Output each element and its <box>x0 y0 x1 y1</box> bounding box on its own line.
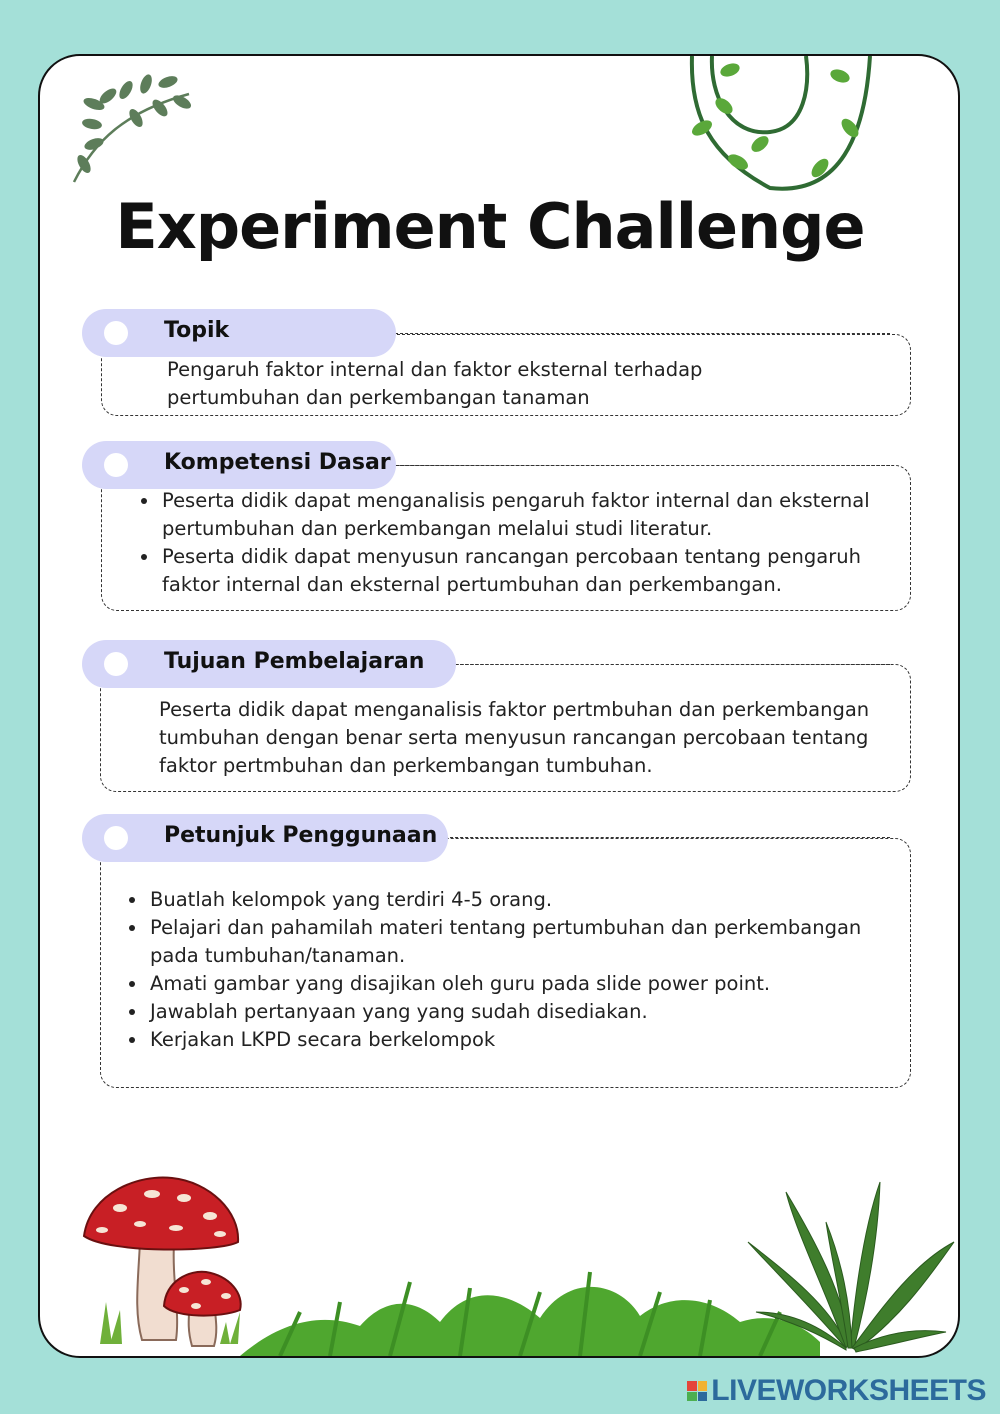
kd-list <box>138 487 898 599</box>
leaf-sprig-icon <box>64 72 194 192</box>
list-item: • Peserta didik dapat menyusun rancangan percobaan tentang pengaruh faktor internal dan eksternal pertumbuhan dan perkembangan. <box>160 543 898 599</box>
section-title: Tujuan Pembelajaran <box>164 649 425 674</box>
list-item: • Buatlah kelompok yang terdiri 4-5 orang. <box>148 886 896 914</box>
petunjuk-header <box>82 814 448 862</box>
list-item: • Peserta didik dapat menganalisis pengaruh faktor internal dan eksternal pertumbuhan dan perkembangan melalui studi literatur. <box>160 487 898 543</box>
tujuan-header <box>82 640 456 688</box>
liveworksheets-logo-icon <box>687 1381 707 1401</box>
mushroom-icon <box>80 1172 260 1352</box>
page-title: Experiment Challenge <box>115 190 865 263</box>
grass-icon <box>240 1252 820 1356</box>
tujuan-text: Peserta didik dapat menganalisis faktor pertmbuhan dan perkembangan tumbuhan dengan benar serta menyusun rancangan percobaan tentang faktor pertmbuhan dan perkembangan tumbuhan. <box>159 698 870 777</box>
petunjuk-header-line <box>440 837 890 838</box>
topik-text <box>167 356 867 412</box>
section-title: Petunjuk Penggunaan <box>164 823 438 848</box>
kd-text <box>138 487 898 599</box>
tujuan-header-line <box>450 664 890 665</box>
bullet-dot-icon <box>104 652 128 676</box>
brand-logo <box>687 1376 986 1406</box>
section-title: Kompetensi Dasar <box>164 450 391 475</box>
vine-icon <box>690 56 880 196</box>
section-title: Topik <box>164 318 230 343</box>
bullet-dot-icon <box>104 826 128 850</box>
bullet-dot-icon <box>104 453 128 477</box>
list-item: • Kerjakan LKPD secara berkelompok <box>148 1026 896 1054</box>
topik-line: Pengaruh faktor internal dan faktor eksternal terhadap <box>167 358 703 381</box>
topik-header <box>82 309 396 357</box>
petunjuk-list <box>126 886 896 1054</box>
plant-icon <box>746 1182 956 1352</box>
bullet-dot-icon <box>104 321 128 345</box>
list-item: • Amati gambar yang disajikan oleh guru pada slide power point. <box>148 970 896 998</box>
petunjuk-text <box>126 886 896 1054</box>
kd-header-line <box>390 465 890 466</box>
list-item: • Jawablah pertanyaan yang yang sudah disediakan. <box>148 998 896 1026</box>
brand-name: LIVEWORKSHEETS <box>711 1374 986 1407</box>
topik-header-line <box>390 333 890 334</box>
list-item: • Pelajari dan pahamilah materi tentang pertumbuhan dan perkembangan pada tumbuhan/tanaman. <box>148 914 896 970</box>
kd-header <box>82 441 396 489</box>
topik-line: pertumbuhan dan perkembangan tanaman <box>167 386 590 409</box>
